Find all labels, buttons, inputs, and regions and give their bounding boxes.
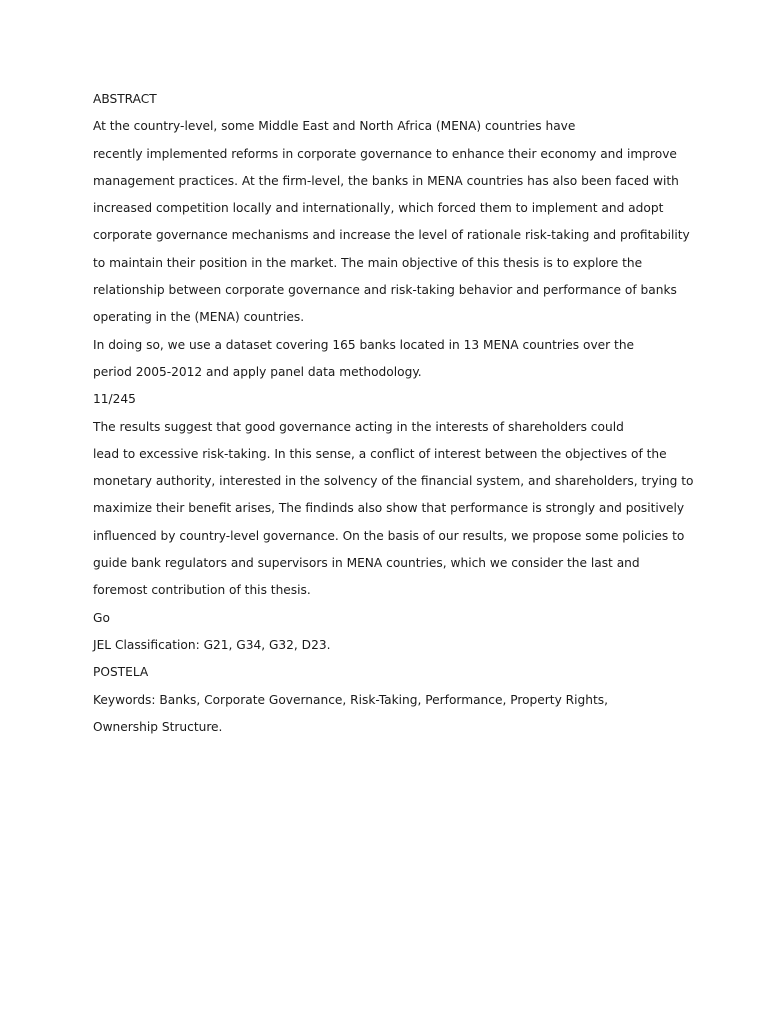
text-line: In doing so, we use a dataset covering 165 banks located in 13 MENA countries over the [93,337,635,352]
text-line: At the country-level, some Middle East and North Africa (MENA) countries have [93,119,576,134]
text-line: management practices. At the firm-level, the banks in MENA countries has also been faced with [93,173,679,188]
text-line: lead to excessive risk-taking. In this sense, a conflict of interest between the objectives of the [93,446,667,461]
text-line: relationship between corporate governance and risk-taking behavior and performance of banks [93,283,677,298]
text-line: POSTELA [93,665,149,680]
text-line: recently implemented reforms in corporate governance to enhance their economy and improve [93,146,677,161]
text-line: corporate governance mechanisms and increase the level of rationale risk-taking and profitability [93,228,690,243]
keywords: Keywords: Banks, Corporate Governance, Risk-Taking, Performance, Property Rights, [93,692,608,707]
text-line: monetary authority, interested in the solvency of the financial system, and shareholders, trying to [93,474,694,489]
keywords-continued: Ownership Structure. [93,719,223,734]
text-line: The results suggest that good governance acting in the interests of shareholders could [93,419,624,434]
text-line: Go [93,610,110,625]
page-count: 11/245 [93,392,136,407]
jel-classification: JEL Classification: G21, G34, G32, D23. [93,637,331,652]
text-line: period 2005-2012 and apply panel data methodology. [93,364,422,379]
text-line: increased competition locally and internationally, which forced them to implement and adopt [93,201,664,216]
abstract-heading: ABSTRACT [93,92,157,106]
text-line: influenced by country-level governance. On the basis of our results, we propose some policies to [93,528,685,543]
text-line: maximize their benefit arises, The findinds also show that performance is strongly and positively [93,501,685,516]
text-line: guide bank regulators and supervisors in MENA countries, which we consider the last and [93,556,640,571]
text-line: operating in the (MENA) countries. [93,310,305,325]
text-line: to maintain their position in the market. The main objective of this thesis is to explore the [93,255,643,270]
document-text [93,86,693,741]
text-line: foremost contribution of this thesis. [93,583,311,598]
